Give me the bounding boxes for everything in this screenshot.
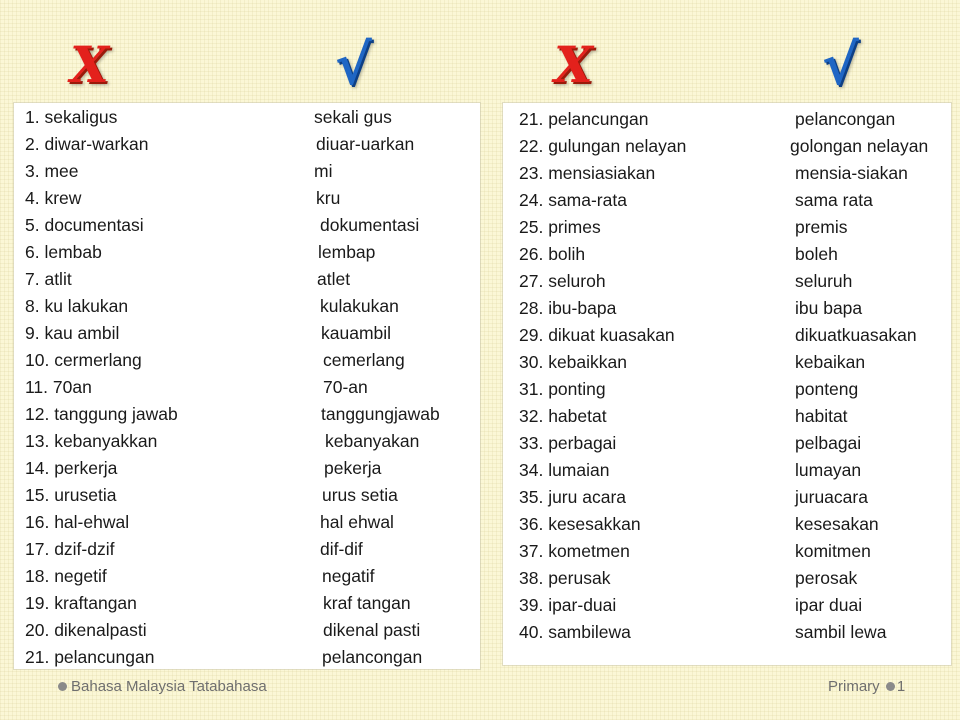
correct-spelling: kauambil [321,323,392,343]
incorrect-spelling: 7. atlit [25,269,72,289]
word-pair-row [503,538,951,565]
correct-spelling: dikuatkuasakan [795,325,917,345]
correct-mark-right: √ [822,32,859,98]
incorrect-spelling: 30. kebaikkan [519,352,627,372]
correct-spelling: tanggungjawab [321,404,440,424]
correct-spelling: negatif [322,566,375,586]
correct-spelling: golongan nelayan [790,136,929,156]
correct-spelling: perosak [795,568,858,588]
correct-spelling: pekerja [324,458,382,478]
correct-spelling: habitat [795,406,848,426]
correct-spelling: ibu bapa [795,298,863,318]
incorrect-spelling: 36. kesesakkan [519,514,641,534]
correct-spelling: sekali gus [314,107,392,127]
word-pair-row [503,484,951,511]
incorrect-spelling: 21. pelancungan [25,647,155,667]
word-pair-row [503,349,951,376]
incorrect-spelling: 14. perkerja [25,458,118,478]
incorrect-spelling: 21. pelancungan [519,109,649,129]
word-pair-row [14,590,480,617]
incorrect-spelling: 38. perusak [519,568,611,588]
right-word-list-panel [503,103,951,665]
word-pair-row [503,187,951,214]
footer-section-label: Primary [828,678,880,695]
word-pair-row [14,482,480,509]
word-pair-row [14,320,480,347]
incorrect-spelling: 18. negetif [25,566,107,586]
wrong-mark-left: X [70,35,109,94]
word-pair-row [503,430,951,457]
correct-spelling: kru [316,188,341,208]
correct-spelling: pelancongan [322,647,423,667]
correct-spelling: ipar duai [795,595,863,615]
incorrect-spelling: 10. cermerlang [25,350,142,370]
word-pair-row [14,212,480,239]
word-pair-row [503,160,951,187]
correct-spelling: 70-an [323,377,368,397]
word-pair-row [503,322,951,349]
correct-spelling: premis [795,217,848,237]
correct-spelling: cemerlang [323,350,405,370]
word-pair-row [503,565,951,592]
incorrect-spelling: 16. hal-ehwal [25,512,130,532]
incorrect-spelling: 5. documentasi [25,215,144,235]
word-pair-row [503,511,951,538]
correct-spelling: kebanyakan [325,431,420,451]
incorrect-spelling: 13. kebanyakkan [25,431,158,451]
correct-spelling: boleh [795,244,838,264]
correct-spelling: seluruh [795,271,853,291]
incorrect-spelling: 11. 70an [25,377,92,397]
incorrect-spelling: 19. kraftangan [25,593,137,613]
incorrect-spelling: 12. tanggung jawab [25,404,178,424]
incorrect-spelling: 33. perbagai [519,433,617,453]
correct-spelling: komitmen [795,541,871,561]
incorrect-spelling: 28. ibu-bapa [519,298,617,318]
word-pair-row [14,347,480,374]
correct-spelling: dif-dif [320,539,363,559]
correct-mark-left: √ [335,32,372,98]
correct-spelling: juruacara [795,487,868,507]
correct-spelling: lumayan [795,460,862,480]
word-pair-row [14,185,480,212]
word-pair-row [14,563,480,590]
word-pair-row [14,509,480,536]
incorrect-spelling: 40. sambilewa [519,622,631,642]
word-pair-row [14,266,480,293]
word-pair-row [503,457,951,484]
word-pair-row [14,293,480,320]
correct-spelling: dikenal pasti [323,620,421,640]
incorrect-spelling: 39. ipar-duai [519,595,617,615]
incorrect-spelling: 35. juru acara [519,487,627,507]
word-pair-row [503,268,951,295]
correct-spelling: kebaikan [795,352,866,372]
word-pair-row [503,619,951,646]
incorrect-spelling: 6. lembab [25,242,102,262]
word-pair-row [503,106,951,133]
word-pair-row [503,295,951,322]
incorrect-spelling: 15. urusetia [25,485,117,505]
incorrect-spelling: 27. seluroh [519,271,606,291]
word-pair-row [503,403,951,430]
word-pair-row [14,428,480,455]
correct-spelling: sambil lewa [795,622,887,642]
correct-spelling: kulakukan [320,296,399,316]
word-pair-row [14,131,480,158]
incorrect-spelling: 22. gulungan nelayan [519,136,687,156]
incorrect-spelling: 31. ponting [519,379,606,399]
incorrect-spelling: 26. bolih [519,244,586,264]
incorrect-spelling: 29. dikuat kuasakan [519,325,675,345]
word-pair-row [14,644,480,671]
correct-spelling: atlet [317,269,351,289]
footer-title-text: Bahasa Malaysia Tatabahasa [71,678,267,695]
incorrect-spelling: 1. sekaligus [25,107,118,127]
correct-spelling: urus setia [322,485,398,505]
incorrect-spelling: 2. diwar-warkan [25,134,149,154]
incorrect-spelling: 23. mensiasiakan [519,163,656,183]
footer-page-info [828,676,905,698]
correct-spelling: kraf tangan [323,593,411,613]
correct-spelling: pelbagai [795,433,862,453]
word-pair-row [14,104,480,131]
incorrect-spelling: 24. sama-rata [519,190,627,210]
word-pair-row [503,592,951,619]
correct-spelling: dokumentasi [320,215,420,235]
correct-spelling: ponteng [795,379,859,399]
bullet-dot-icon [886,682,895,691]
correct-spelling: sama rata [795,190,873,210]
correct-spelling: mensia-siakan [795,163,908,183]
left-word-list-panel [14,103,480,669]
word-pair-row [503,214,951,241]
bullet-dot-icon [58,682,67,691]
word-pair-row [14,455,480,482]
footer-title [58,676,267,698]
incorrect-spelling: 20. dikenalpasti [25,620,147,640]
correct-spelling: mi [314,161,333,181]
word-pair-row [14,158,480,185]
page-number: 1 [896,678,906,695]
incorrect-spelling: 8. ku lakukan [25,296,129,316]
correct-spelling: hal ehwal [320,512,394,532]
word-pair-row [503,133,951,160]
incorrect-spelling: 9. kau ambil [25,323,120,343]
incorrect-spelling: 32. habetat [519,406,607,426]
correct-spelling: pelancongan [795,109,896,129]
correct-spelling: lembap [318,242,376,262]
correct-spelling: kesesakan [795,514,879,534]
word-pair-row [14,617,480,644]
incorrect-spelling: 25. primes [519,217,601,237]
incorrect-spelling: 3. mee [25,161,79,181]
incorrect-spelling: 34. lumaian [519,460,610,480]
word-pair-row [14,239,480,266]
word-pair-row [503,376,951,403]
incorrect-spelling: 37. kometmen [519,541,630,561]
word-pair-row [14,536,480,563]
correct-spelling: diuar-uarkan [316,134,415,154]
word-pair-row [14,401,480,428]
word-pair-row [14,374,480,401]
word-pair-row [503,241,951,268]
wrong-mark-right: X [554,35,593,94]
incorrect-spelling: 4. krew [25,188,82,208]
incorrect-spelling: 17. dzif-dzif [25,539,115,559]
